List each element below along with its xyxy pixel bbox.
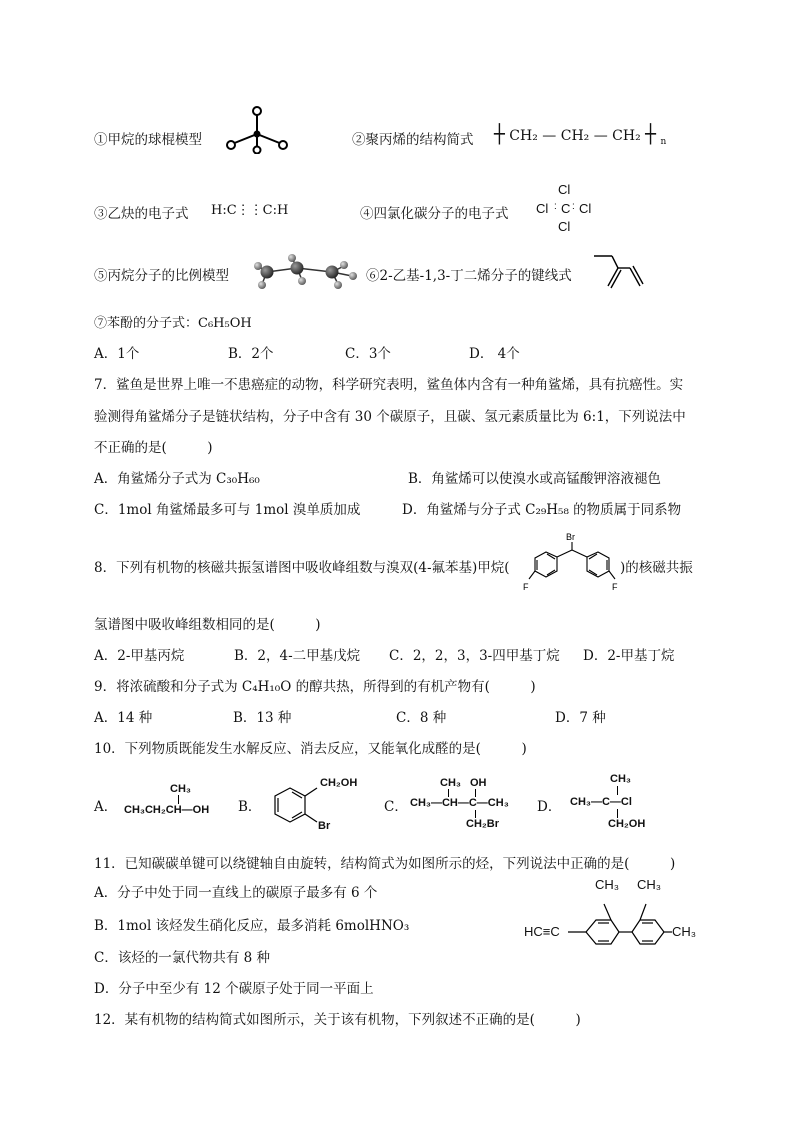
q10-c-bond2 xyxy=(475,789,476,797)
q11-option-a[interactable]: A．分子中处于同一直线上的碳原子最多有 6 个 xyxy=(94,885,378,901)
item-ccl4: ④四氯化碳分子的电子式 xyxy=(360,206,509,222)
acetylene-electron-formula: H:C⋮⋮C:H xyxy=(211,203,289,218)
q10-d-ch2oh: CH₂OH xyxy=(608,818,646,830)
q10-c-ch2br: CH₂Br xyxy=(466,818,499,830)
electron-dots-right: : xyxy=(572,201,575,212)
q7-option-b[interactable]: B．角鲨烯可以使溴水或高锰酸钾溶液褪色 xyxy=(408,471,661,487)
q8-stem-line1a: 8．下列有机物的核磁共振氢谱图中吸收峰组数与溴双(4-氟苯基)甲烷( xyxy=(94,560,510,576)
q10-b-ch2oh: CH₂OH xyxy=(320,777,358,789)
q10-a-bond xyxy=(178,795,179,804)
q10-option-d-label[interactable]: D． xyxy=(537,799,562,815)
q10-a-ch3-top: CH₃ xyxy=(170,783,191,795)
item-methane-model: ①甲烷的球棍模型 xyxy=(94,132,202,148)
q8-stem-line2: 氢谱图中吸收峰组数相同的是( ) xyxy=(94,617,321,633)
cl-bottom: Cl xyxy=(558,219,571,234)
q8-option-c[interactable]: C．2，2，3，3-四甲基丁烷 xyxy=(389,648,560,664)
propane-space-filling-figure xyxy=(252,254,362,294)
q7-stem-line1: 7．鲨鱼是世界上唯一不患癌症的动物，科学研究表明，鲨鱼体内含有一种角鲨烯，具有抗癌性。实 xyxy=(94,377,684,393)
electron-dots-left: : xyxy=(554,201,557,212)
q11-stem: 11．已知碳碳单键可以绕键轴自由旋转，结构简式为如图所示的烃，下列说法中正确的是( ) xyxy=(94,856,676,872)
q7-option-d[interactable]: D．角鲨烯与分子式 C₂₉H₅₈ 的物质属于同系物 xyxy=(402,502,682,518)
q7-option-c[interactable]: C．1mol 角鲨烯最多可与 1mol 溴单质加成 xyxy=(94,502,361,518)
q9-option-c[interactable]: C．8 种 xyxy=(396,710,447,726)
cl-left: Cl xyxy=(536,201,549,216)
q10-option-c-label[interactable]: C． xyxy=(384,799,408,815)
q11-fig-ethynyl: HC≡C xyxy=(524,924,560,939)
q9-option-d[interactable]: D．7 种 xyxy=(555,710,606,726)
ccl4-electron-formula xyxy=(536,182,596,234)
q10-b-br: Br xyxy=(318,820,331,832)
q10-d-main: CH₃—C—Cl xyxy=(570,796,632,808)
q11-fig-ch3-left: CH₃ xyxy=(595,877,620,892)
cl-right: Cl xyxy=(579,201,592,216)
q6-option-d[interactable]: D． 4个 xyxy=(469,346,520,362)
q6-option-a[interactable]: A．1个 xyxy=(94,346,140,362)
q10-d-ch3-top: CH₃ xyxy=(610,773,631,785)
q10-d-bond2 xyxy=(617,809,618,818)
q10-a-main: CH₃CH₂CH—OH xyxy=(124,804,210,816)
item-ethylbutadiene: ⑥2-乙基-1,3-丁二烯分子的键线式 xyxy=(366,268,572,284)
q10-c-main: CH₃—CH—C—CH₃ xyxy=(410,797,509,809)
q9-option-b[interactable]: B．13 种 xyxy=(233,710,292,726)
q10-d-bond1 xyxy=(617,786,618,795)
q8-option-a[interactable]: A．2-甲基丙烷 xyxy=(94,648,185,664)
q10-c-ch3-top: CH₃ xyxy=(440,777,461,789)
cl-top: Cl xyxy=(558,182,571,197)
methane-ball-stick-figure xyxy=(222,104,292,154)
q8-option-b[interactable]: B．2，4-二甲基戊烷 xyxy=(234,648,361,664)
q7-stem-line3: 不正确的是( ) xyxy=(94,440,213,456)
c-center: C xyxy=(561,201,571,216)
q10-c-bond3 xyxy=(475,810,476,818)
polypropylene-formula xyxy=(494,124,666,147)
polymer-n: n xyxy=(660,136,667,147)
q12-stem: 12．某有机物的结构简式如图所示，关于该有机物，下列叙述不正确的是( ) xyxy=(94,1012,581,1028)
q9-stem: 9．将浓硫酸和分子式为 C₄H₁₀O 的醇共热，所得到的有机产物有( ) xyxy=(94,679,536,695)
item-polypropylene: ②聚丙烯的结构简式 xyxy=(352,132,474,148)
q7-option-a[interactable]: A．角鲨烯分子式为 C₃₀H₆₀ xyxy=(94,471,260,487)
bracket-right: ┼ xyxy=(645,124,656,145)
item-phenol-formula: ⑦苯酚的分子式：C₆H₅OH xyxy=(94,316,252,331)
ethylbutadiene-skeletal-figure xyxy=(590,252,646,292)
q8-br-label: Br xyxy=(566,532,575,542)
q11-option-c[interactable]: C．该烃的一氯代物共有 8 种 xyxy=(94,950,271,966)
item-acetylene: ③乙炔的电子式 xyxy=(94,206,189,222)
q11-option-d[interactable]: D．分子中至少有 12 个碳原子处于同一平面上 xyxy=(94,981,374,997)
q8-stem-line1b: )的核磁共振 xyxy=(620,560,693,576)
q6-option-b[interactable]: B．2个 xyxy=(228,346,274,362)
q7-stem-line2: 验测得角鲨烯分子是链状结构，分子中含有 30 个碳原子，且碳、氢元素质量比为 6:1，下列说法中 xyxy=(94,409,686,425)
q11-fig-ch3-right: CH₃ xyxy=(637,877,662,892)
q10-c-oh-top: OH xyxy=(470,777,487,789)
q8-f-label-right: F xyxy=(612,582,618,592)
q10-stem: 10．下列物质既能发生水解反应、消去反应，又能氧化成醛的是( ) xyxy=(94,741,527,757)
q9-option-a[interactable]: A．14 种 xyxy=(94,710,153,726)
q8-option-d[interactable]: D．2-甲基丁烷 xyxy=(583,648,675,664)
polypropylene-chain: CH₂ — CH₂ — CH₂ xyxy=(509,128,641,144)
q8-bromobis-fluorophenyl-methane-figure xyxy=(522,530,622,598)
q6-option-c[interactable]: C．3个 xyxy=(345,346,391,362)
item-propane-model: ⑤丙烷分子的比例模型 xyxy=(94,268,229,284)
bracket-left: ┼ xyxy=(494,124,505,145)
q11-option-b[interactable]: B．1mol 该烃发生硝化反应，最多消耗 6molHNO₃ xyxy=(94,918,410,934)
q10-option-b-label[interactable]: B． xyxy=(238,799,262,815)
q10-c-bond1 xyxy=(448,789,449,797)
q8-f-label-left: F xyxy=(523,582,529,592)
q10-option-a-label[interactable]: A． xyxy=(94,799,118,815)
q11-fig-ch3-end: CH₃ xyxy=(672,924,697,939)
